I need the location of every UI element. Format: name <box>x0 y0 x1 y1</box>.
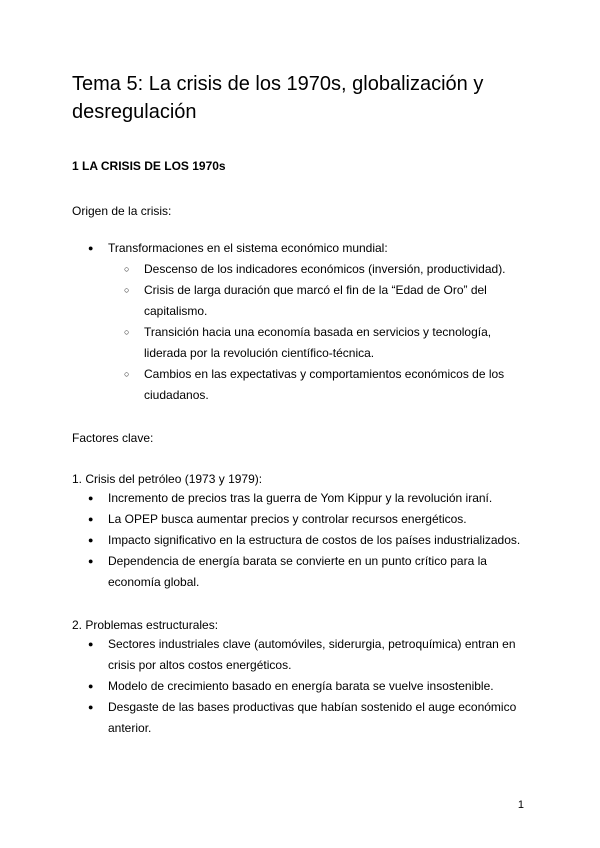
factors-label: Factores clave: <box>72 431 154 445</box>
bullet-icon: ● <box>88 535 94 545</box>
origin-subitem: Cambios en las expectativas y comportamientos económicos de los ciudadanos. <box>144 367 505 402</box>
section-heading: 1 LA CRISIS DE LOS 1970s <box>72 159 226 173</box>
factor2-item: Desgaste de las bases productivas que habían sostenido el auge económico anterior. <box>108 700 517 735</box>
list-item <box>88 509 536 530</box>
factor1-item: Dependencia de energía barata se convierte en un punto crítico para la economía global. <box>108 554 487 589</box>
bullet-icon: ● <box>88 514 94 524</box>
factor1-item: La OPEP busca aumentar precios y controlar recursos energéticos. <box>108 512 467 526</box>
bullet-icon: ● <box>88 702 94 712</box>
list-item <box>88 488 536 509</box>
circle-bullet-icon: ○ <box>124 285 130 295</box>
list-item <box>88 530 536 551</box>
origin-subitem: Descenso de los indicadores económicos (inversión, productividad). <box>144 262 506 276</box>
bullet-icon: ● <box>88 639 94 649</box>
factor2-item: Modelo de crecimiento basado en energía barata se vuelve insostenible. <box>108 679 494 693</box>
page-title: Tema 5: La crisis de los 1970s, globalización y desregulación <box>72 73 484 123</box>
factor2-item: Sectores industriales clave (automóviles, siderurgia, petroquímica) entran en crisis por altos costos energéticos. <box>108 637 516 672</box>
list-item <box>88 676 528 697</box>
origin-subitem: Crisis de larga duración que marcó el fin de la “Edad de Oro” del capitalismo. <box>144 283 487 318</box>
origin-subitem: Transición hacia una economía basada en servicios y tecnología, liderada por la revolución científico-técnica. <box>144 325 492 360</box>
origin-sublist <box>88 259 528 406</box>
page-number: 1 <box>517 799 524 811</box>
list-item <box>88 697 528 739</box>
factor1-label: 1. Crisis del petróleo (1973 y 1979): <box>72 472 263 486</box>
circle-bullet-icon: ○ <box>124 369 130 379</box>
list-item <box>124 364 528 406</box>
list-item <box>124 322 528 364</box>
origin-list <box>88 238 528 406</box>
bullet-icon: ● <box>88 681 94 691</box>
list-item <box>88 551 536 593</box>
origin-bullet-text: Transformaciones en el sistema económico mundial: <box>108 241 388 255</box>
circle-bullet-icon: ○ <box>124 264 130 274</box>
circle-bullet-icon: ○ <box>124 327 130 337</box>
factor1-item: Impacto significativo en la estructura de costos de los países industrializados. <box>108 533 521 547</box>
origin-label: Origen de la crisis: <box>72 204 172 218</box>
bullet-icon: ● <box>88 493 94 503</box>
list-item <box>88 238 528 259</box>
list-item <box>124 259 528 280</box>
factor2-label: 2. Problemas estructurales: <box>72 618 219 632</box>
list-item <box>88 634 528 676</box>
bullet-icon: ● <box>88 243 94 253</box>
list-item <box>124 280 528 322</box>
factor1-item: Incremento de precios tras la guerra de Yom Kippur y la revolución iraní. <box>108 491 493 505</box>
factor1-list <box>88 488 536 593</box>
bullet-icon: ● <box>88 556 94 566</box>
factor2-list <box>88 634 528 739</box>
